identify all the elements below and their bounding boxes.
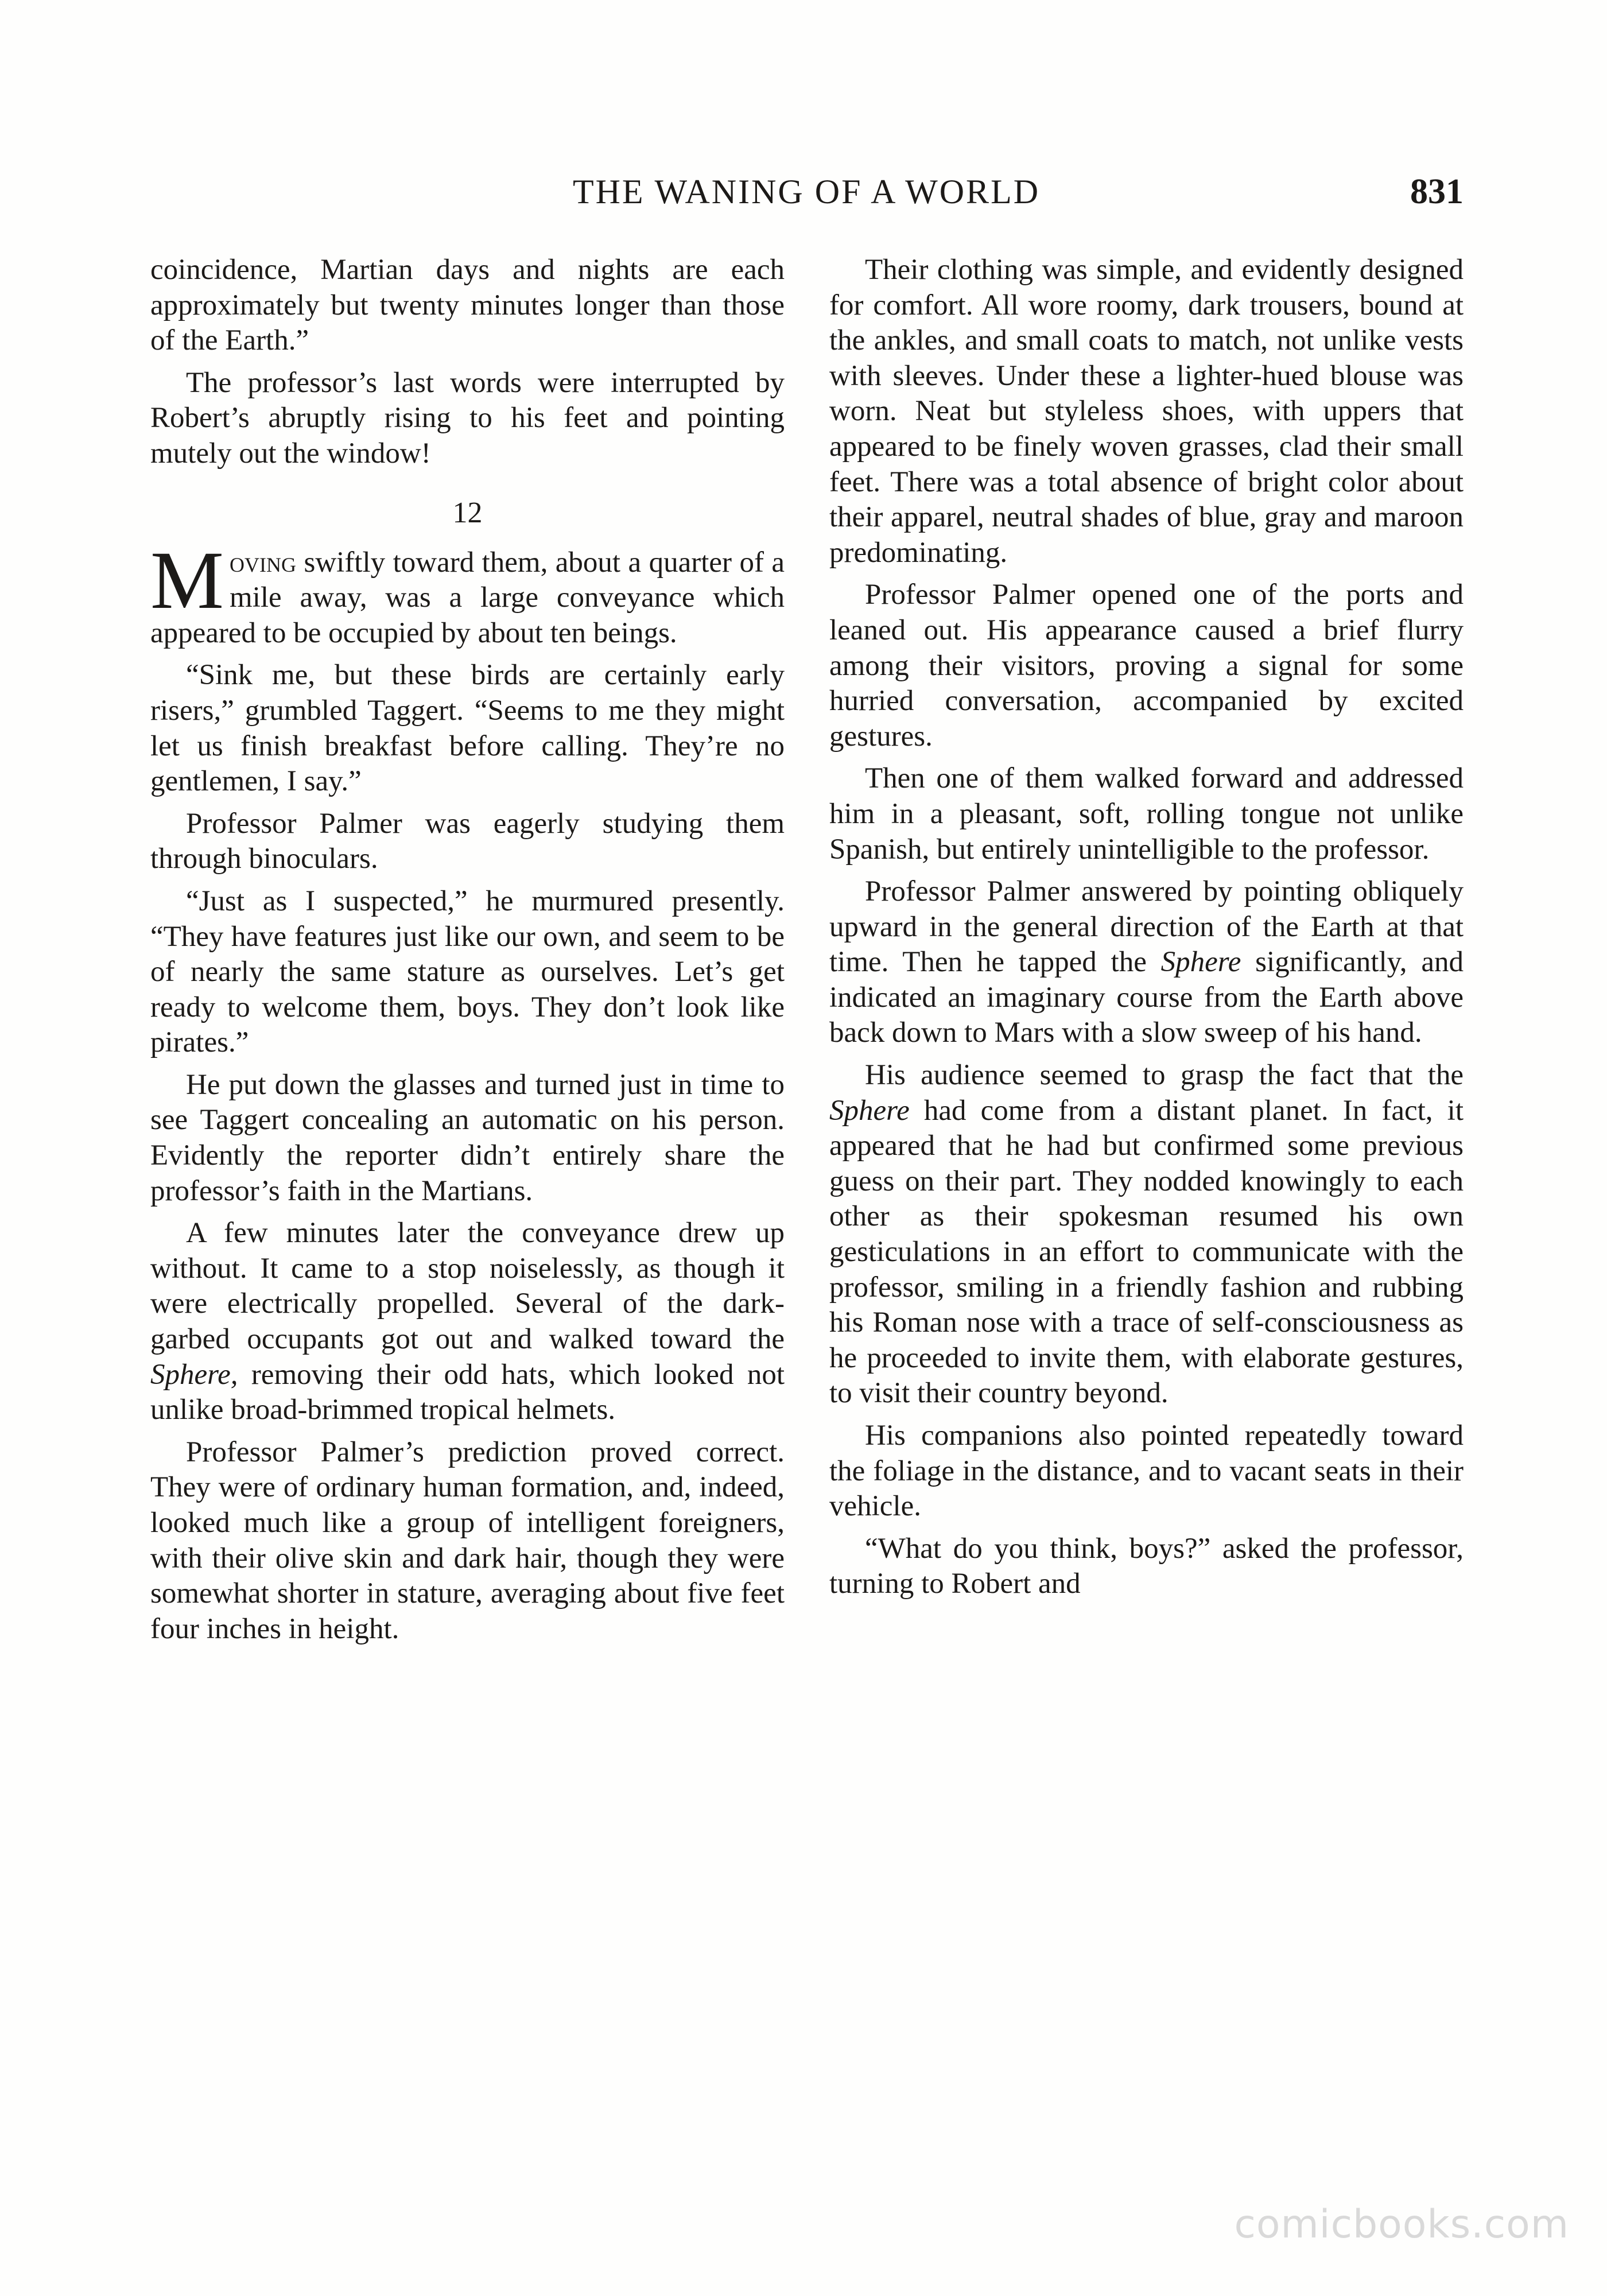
chapter-number: 12	[452, 496, 483, 529]
paragraph	[150, 1216, 785, 1428]
paragraph: Their clothing was simple, and evidently designed for comfort. All wore roomy, dark trousers, bound at the ankles, and small coats to match, not unlike vests with sleeves. Under these a lighter-hued blouse was worn. Neat but styleless shoes, with uppers that appeared to be finely woven grasses, clad their small feet. There was a total absence of bright color about their apparel, neutral shades of blue, gray and maroon predominating.	[829, 254, 1464, 569]
paragraph: His companions also pointed repeatedly toward the foliage in the distance, and to vacant seats in their vehicle.	[829, 1420, 1464, 1523]
italic-ship-name: Sphere,	[150, 1358, 238, 1391]
italic-ship-name: Sphere	[829, 1094, 910, 1127]
paragraph: Professor Palmer was eagerly studying them through binoculars.	[150, 807, 785, 875]
running-title: THE WANING OF A WORLD	[572, 173, 1041, 211]
paragraph-text: swiftly toward them, about a quarter of a mile away, was a large conveyance which appeared to be occupied by about ten beings.	[150, 546, 785, 649]
paragraph-text: removing their odd hats, which looked not unlike broad-brimmed tropical helmets.	[150, 1358, 785, 1426]
chapter-opening-paragraph	[150, 534, 785, 651]
paragraph: Then one of them walked forward and addressed him in a pleasant, soft, rolling tongue not unlike Spanish, but entirely unintelligible to the professor.	[829, 762, 1464, 866]
paragraph	[829, 1058, 1464, 1411]
paragraph: “Sink me, but these birds are certainly early risers,” grumbled Taggert. “Seems to me they might let us finish breakfast before calling. They’re no gentlemen, I say.”	[150, 659, 785, 798]
paragraph: Professor Palmer’s prediction proved correct. They were of ordinary human formation, and, indeed, looked much like a group of intelligent foreigners, with their olive skin and dark hair, though they were somewhat shorter in stature, averaging about five feet four inches in height.	[150, 1436, 785, 1645]
paragraph: “What do you think, boys?” asked the professor, turning to Robert and	[829, 1532, 1464, 1600]
paragraph: He put down the glasses and turned just in time to see Taggert concealing an automatic on his person. Evidently the reporter didn’t entirely share the professor’s faith in the Martians.	[150, 1068, 785, 1207]
paragraph	[829, 874, 1464, 1051]
italic-ship-name: Sphere	[1160, 946, 1241, 979]
paragraph: Professor Palmer opened one of the ports and leaned out. His appearance caused a brief flurry among their visitors, proving a signal for some hurried conversation, accompanied by excited gestures.	[829, 579, 1464, 753]
right-column	[829, 253, 1464, 1602]
paragraph-text: A few minutes later the conveyance drew up without. It came to a stop noiselessly, as though it were electrically propelled. Several of the dark-garbed occupants got out and walked toward the	[150, 1217, 785, 1356]
watermark: comicbooks.com	[1234, 2202, 1569, 2247]
page-number: 831	[1410, 172, 1464, 211]
left-column	[150, 253, 785, 1647]
paragraph: “Just as I suspected,” he murmured presently. “They have features just like our own, and seem to be of nearly the same stature as ourselves. Let’s get ready to welcome them, boys. They don’t look like pirates.”	[150, 885, 785, 1059]
running-head	[149, 169, 1464, 215]
paragraph-text: His audience seemed to grasp the fact that the	[865, 1059, 1464, 1092]
paragraph-text: had come from a distant planet. In fact, it appeared that he had but confirmed some previous guess on their part. They nodded knowingly to each other as their spokesman resumed his own gesticulations in an effort to communicate with the professor, smiling in a friendly fashion and rubbing his Roman nose with a trace of self-consciousness as he proceeded to invite them, with elaborate gestures, to visit their country beyond.	[829, 1094, 1464, 1410]
paragraph-text: significantly, and indicated an imaginary course from the Earth above back down to Mars with a slow sweep of his hand.	[829, 946, 1464, 1049]
paragraph: The professor’s last words were interrupted by Robert’s abruptly rising to his feet and pointing mutely out the window!	[150, 366, 785, 470]
small-caps-lead: oving	[230, 546, 297, 579]
drop-cap: M	[150, 534, 224, 626]
paragraph-text: Professor Palmer answered by pointing obliquely upward in the general direction of the Earth at that time. Then he tapped the	[829, 875, 1464, 979]
paragraph: coincidence, Martian days and nights are each approximately but twenty minutes longer than those of the Earth.”	[150, 254, 785, 357]
